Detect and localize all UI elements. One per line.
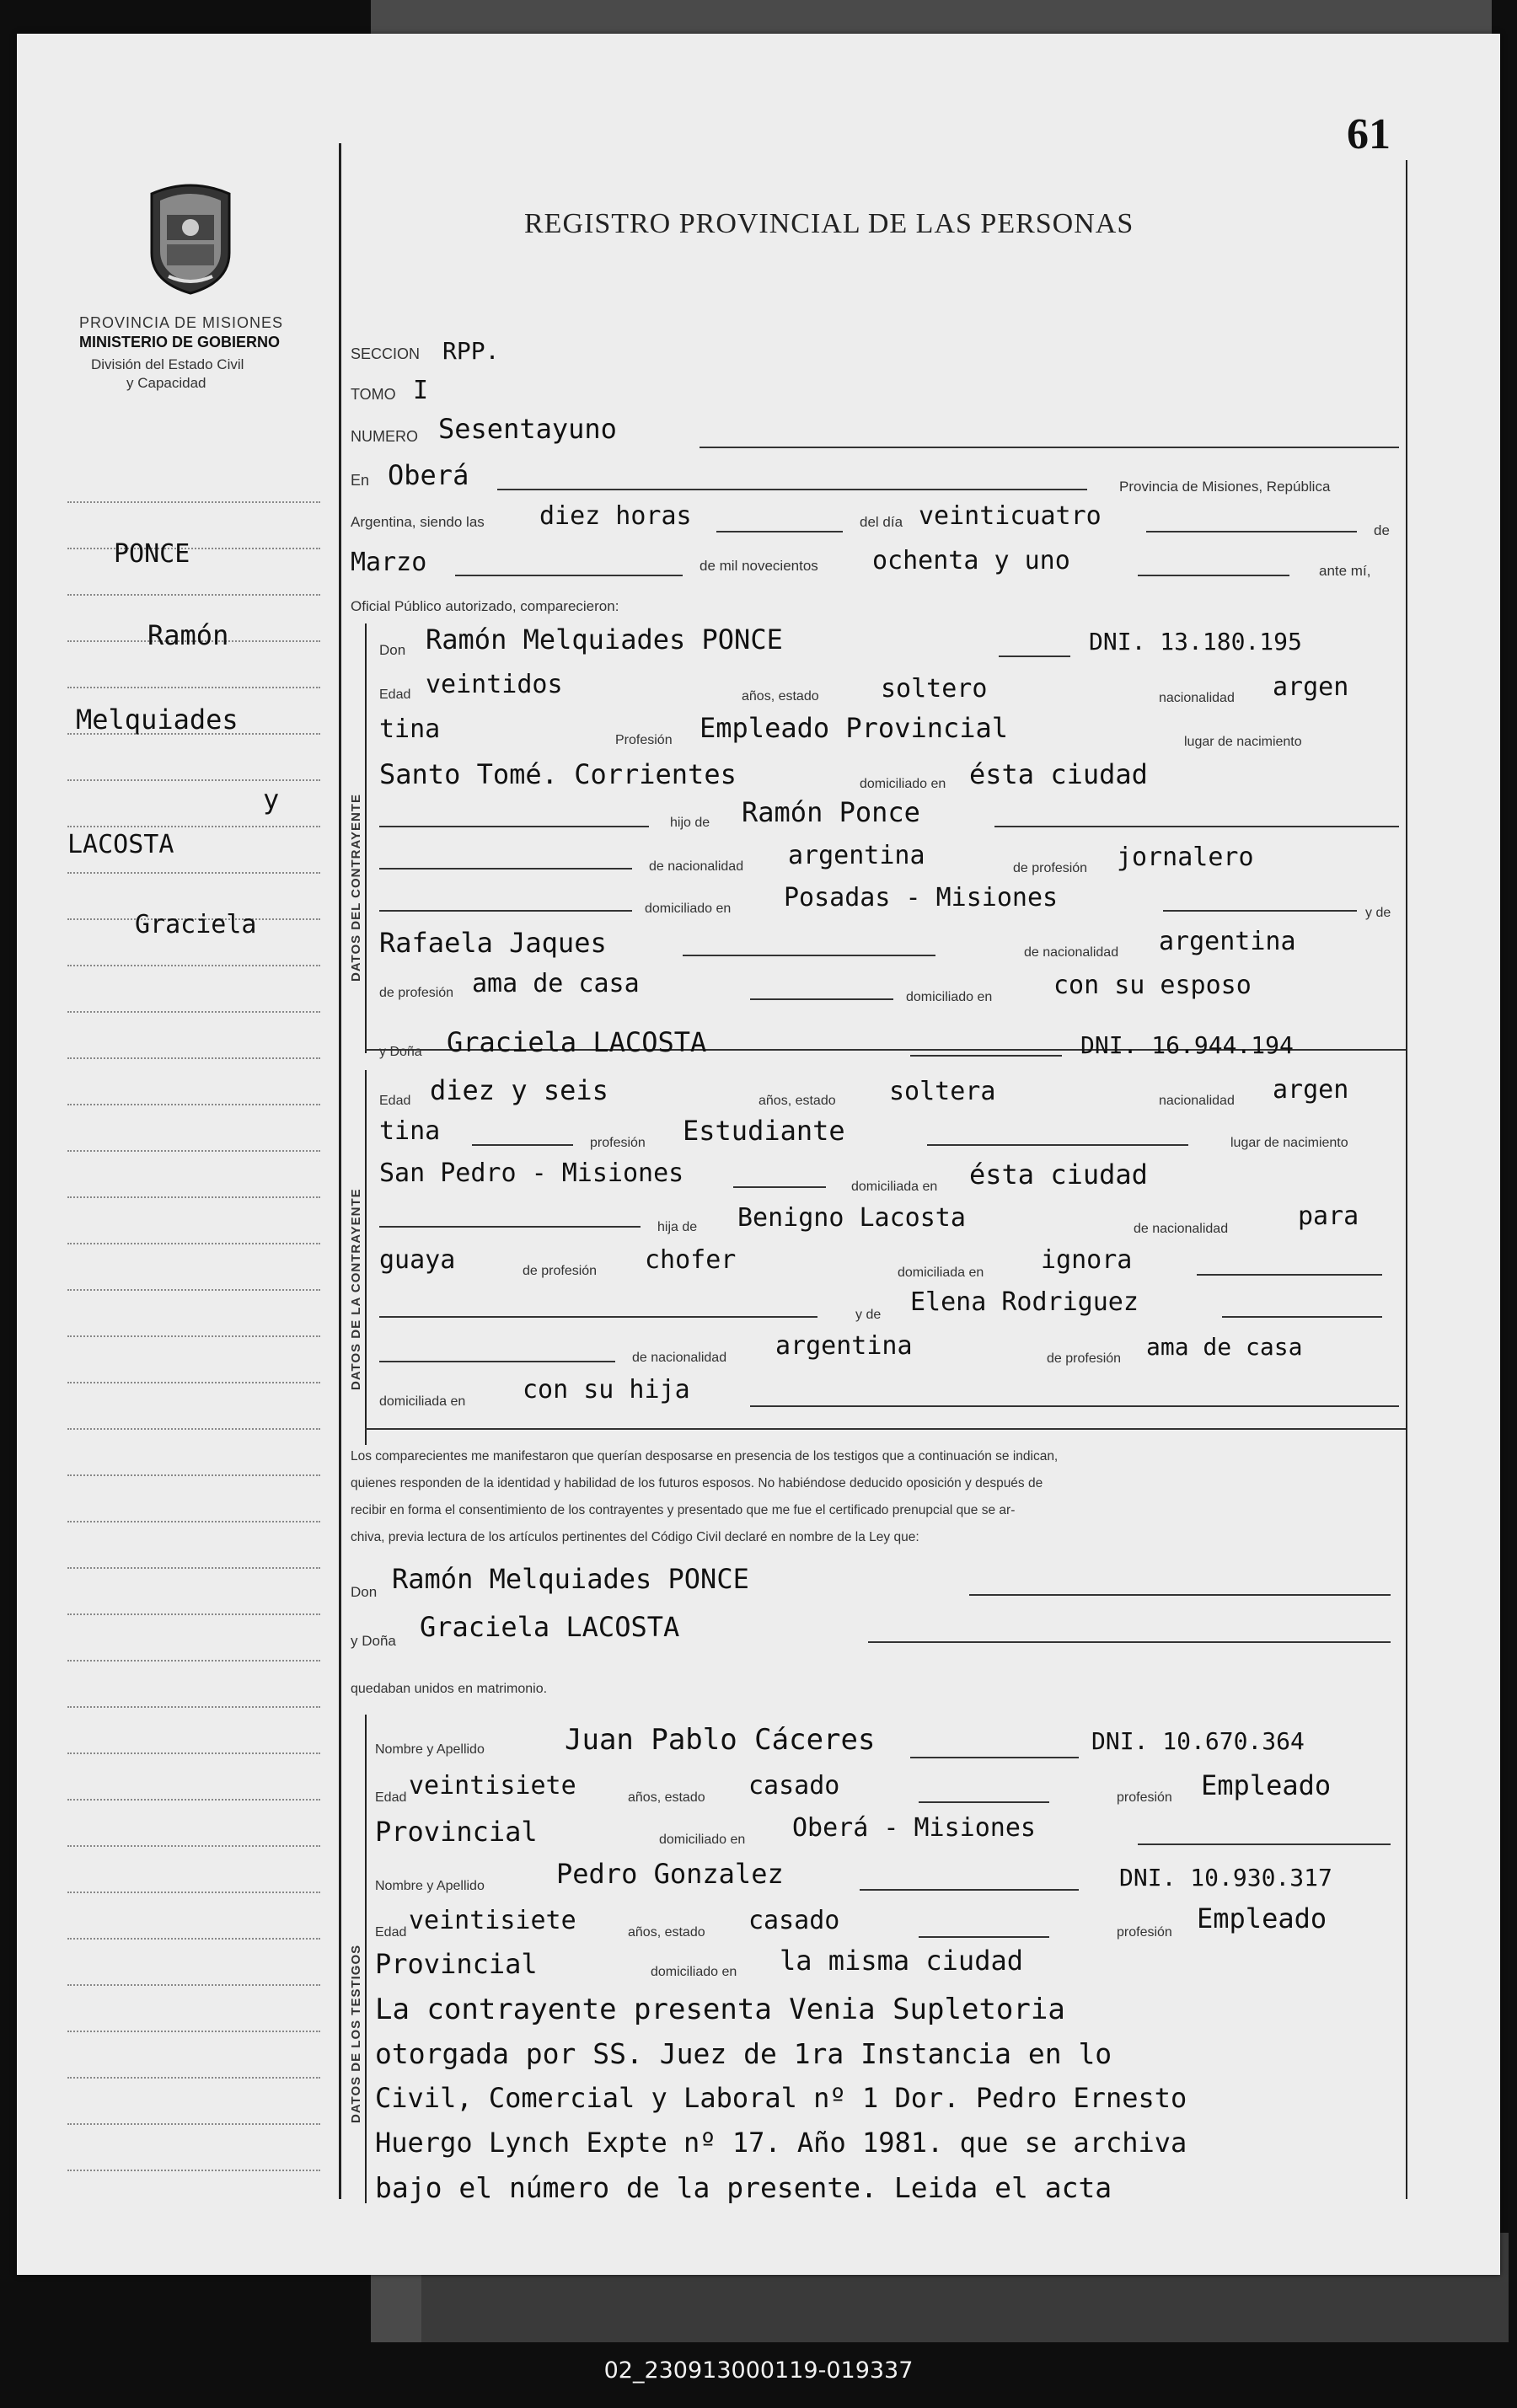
note-line-5: bajo el número de la presente. Leida el acta	[375, 2171, 1112, 2204]
mes-value: Marzo	[351, 548, 427, 577]
domic-value: ésta ciudad	[969, 758, 1148, 790]
lugar-value: Santo Tomé. Corrientes	[379, 758, 737, 790]
margin-dotted-line	[67, 548, 320, 549]
note-line-1: La contrayente presenta Venia Supletoria	[375, 1993, 1065, 2026]
madre2-nac-line-left	[379, 1361, 615, 1362]
padre-value: Ramón Ponce	[742, 796, 920, 828]
provincia-text: Provincia de Misiones, República	[1119, 479, 1331, 495]
don-dni: DNI. 13.180.195	[1089, 628, 1302, 656]
footer-code: 02_230913000119-019337	[603, 2357, 914, 2384]
domic2-value: ésta ciudad	[969, 1159, 1148, 1191]
lugar2-value: San Pedro - Misiones	[379, 1159, 684, 1188]
seccion-value: RPP.	[442, 337, 500, 365]
padre-prof-label: de profesión	[1013, 861, 1088, 875]
padre2-domic-value: ignora	[1041, 1245, 1133, 1275]
madre2-line	[1222, 1316, 1382, 1318]
de-mil-label: de mil novecientos	[700, 558, 818, 574]
contrayente2-bottom-rule	[365, 1428, 1406, 1430]
declaration-line-4: chiva, previa lectura de los artículos pertinentes del Código Civil declaré en nombre de la Ley que:	[351, 1530, 919, 1544]
anio-value: ochenta y uno	[872, 546, 1070, 575]
margin-dotted-line	[67, 1845, 320, 1847]
union-don-label: Don	[351, 1584, 378, 1600]
padre-line	[994, 826, 1399, 827]
contrayente-side-label: DATOS DEL CONTRAYENTE	[349, 794, 363, 982]
en-line	[497, 489, 1087, 490]
union-don-value: Ramón Melquiades PONCE	[392, 1563, 749, 1595]
testigo1-estado-line	[919, 1801, 1049, 1803]
madre2-prof-value: ama de casa	[1146, 1333, 1303, 1361]
margin-rule	[339, 143, 341, 2199]
margin-dotted-line	[67, 1799, 320, 1801]
testigo1-name-line	[910, 1757, 1079, 1758]
testigo2-label: Nombre y Apellido	[375, 1879, 485, 1893]
de-label: de	[1374, 522, 1390, 538]
oficial-text: Oficial Público autorizado, comparecieron:	[351, 598, 619, 614]
margin-dotted-line	[67, 1892, 320, 1893]
margin-dotted-line	[67, 1474, 320, 1476]
nac-label: nacionalidad	[1159, 691, 1235, 705]
margin-dotted-line	[67, 872, 320, 874]
don-value: Ramón Melquiades PONCE	[426, 623, 783, 656]
testigo1-estado: casado	[748, 1771, 840, 1801]
margin-dotted-line	[67, 594, 320, 596]
edad-value: veintidos	[426, 670, 563, 699]
testigo2-prof-1: Empleado	[1197, 1902, 1327, 1934]
madre2-domic-value: con su hija	[523, 1375, 690, 1405]
margin-dotted-line	[67, 1984, 320, 1986]
testigo1-label: Nombre y Apellido	[375, 1742, 485, 1757]
margin-surname-ponce: PONCE	[114, 539, 190, 569]
prof-label: Profesión	[615, 733, 673, 747]
testigo2-domic-label: domiciliado en	[651, 1965, 737, 1979]
testigos-side-label: DATOS DE LOS TESTIGOS	[349, 1944, 363, 2123]
madre-prof-label: de profesión	[379, 986, 454, 1000]
testigo1-prof-label: profesión	[1117, 1790, 1172, 1805]
union-unidos-text: quedaban unidos en matrimonio.	[351, 1682, 548, 1696]
margin-dotted-line	[67, 1567, 320, 1569]
hija-label: hija de	[657, 1220, 698, 1234]
margin-dotted-line	[67, 1011, 320, 1013]
testigo2-prof-2: Provincial	[375, 1948, 538, 1980]
note-line-3: Civil, Comercial y Laboral nº 1 Dor. Pedro Ernesto	[375, 2082, 1187, 2114]
margin-name-melquiades: Melquiades	[76, 704, 239, 736]
margin-dotted-line	[67, 1613, 320, 1615]
madre2-nac-value: argentina	[775, 1331, 913, 1361]
numero-label: NUMERO	[351, 428, 418, 445]
del-dia-label: del día	[860, 514, 903, 530]
lugar2-label: lugar de nacimiento	[1230, 1136, 1348, 1150]
dona-label: y Doña	[379, 1045, 422, 1059]
margin-dotted-line	[67, 1706, 320, 1708]
margin-dotted-line	[67, 1335, 320, 1337]
page-title: REGISTRO PROVINCIAL DE LAS PERSONAS	[524, 208, 1134, 239]
margin-dotted-line	[67, 501, 320, 503]
right-rule	[1406, 160, 1407, 2199]
estado2-value: soltera	[889, 1077, 996, 1106]
ante-mi-text: ante mí,	[1319, 563, 1371, 579]
margin-dotted-line	[67, 1428, 320, 1430]
division-line-2: y Capacidad	[126, 375, 206, 391]
margin-dotted-line	[67, 1938, 320, 1940]
lugar-label: lugar de nacimiento	[1184, 735, 1302, 749]
y-de2-line-left	[379, 1316, 817, 1318]
testigo2-dni: DNI. 10.930.317	[1119, 1864, 1332, 1892]
prof-value: Empleado Provincial	[700, 712, 1009, 744]
padre-prof-value: jornalero	[1117, 843, 1254, 872]
domic2-label: domiciliada en	[851, 1180, 938, 1194]
union-dona-label: y Doña	[351, 1633, 396, 1649]
domic-label: domiciliado en	[860, 777, 946, 791]
tomo-label: TOMO	[351, 386, 396, 403]
margin-dotted-line	[67, 1752, 320, 1754]
nac-value-2: tina	[379, 714, 441, 744]
edad2-label: Edad	[379, 1094, 411, 1108]
margin-dotted-line	[67, 687, 320, 688]
margin-conjunction: y	[263, 784, 280, 816]
declaration-line-2: quienes responden de la identidad y habilidad de los futuros esposos. No habiéndose deducido oposición y después de	[351, 1476, 1043, 1490]
union-don-line	[969, 1594, 1391, 1596]
tomo-value: I	[413, 376, 429, 405]
margin-surname-lacosta: LACOSTA	[67, 830, 174, 859]
testigo1-edad: veintisiete	[409, 1771, 576, 1801]
argentina-text: Argentina, siendo las	[351, 514, 485, 530]
dia-line	[1146, 531, 1357, 532]
estado-value: soltero	[881, 674, 988, 704]
union-dona-value: Graciela LACOSTA	[420, 1611, 680, 1643]
madre2-domic-label: domiciliada en	[379, 1394, 466, 1409]
don-label: Don	[379, 642, 406, 658]
hija-line-left	[379, 1226, 641, 1228]
dona-value: Graciela LACOSTA	[447, 1026, 707, 1058]
testigo1-domic: Oberá - Misiones	[792, 1813, 1036, 1843]
prof2-label: profesión	[590, 1136, 646, 1150]
division-line-1: División del Estado Civil	[91, 356, 244, 372]
margin-dotted-line	[67, 1196, 320, 1198]
testigo1-estado-label: años, estado	[628, 1790, 705, 1805]
padre-domic-value: Posadas - Misiones	[784, 883, 1059, 912]
testigo2-estado-label: años, estado	[628, 1925, 705, 1940]
declaration-line-3: recibir en forma el consentimiento de los contrayentes y presentado que me fue el certificado prenupcial que se ar-	[351, 1503, 1016, 1517]
madre-nac-value: argentina	[1159, 927, 1296, 956]
y-de-label: y de	[1365, 906, 1391, 920]
nac2-value-2: tina	[379, 1116, 441, 1146]
margin-dotted-line	[67, 1289, 320, 1291]
y-de2-label: y de	[855, 1308, 882, 1322]
margin-dotted-line	[67, 1057, 320, 1059]
estado-label: años, estado	[742, 689, 819, 704]
contrayente-bracket	[365, 623, 367, 1053]
contrayente2-bracket	[365, 1070, 367, 1445]
testigo2-domic: la misma ciudad	[780, 1945, 1023, 1977]
margin-dotted-line	[67, 1150, 320, 1152]
en-label: En	[351, 472, 370, 489]
testigo1-prof-2: Provincial	[375, 1816, 538, 1848]
testigo2-name: Pedro Gonzalez	[556, 1858, 784, 1890]
testigos-bracket	[365, 1715, 367, 2203]
nac-value-1: argen	[1273, 672, 1349, 702]
padre-nac-line-left	[379, 868, 632, 870]
provincial-seal-icon	[143, 177, 238, 295]
testigo2-edad-label: Edad	[375, 1925, 407, 1940]
margin-dotted-line	[67, 1104, 320, 1105]
margin-dotted-line	[67, 2123, 320, 2125]
madre2-nac-label: de nacionalidad	[632, 1351, 727, 1365]
margin-name-ramon: Ramón	[147, 619, 229, 651]
note-line-2: otorgada por SS. Juez de 1ra Instancia en lo	[375, 2037, 1112, 2070]
madre2-domic-line	[750, 1405, 1399, 1407]
madre2-value: Elena Rodriguez	[910, 1287, 1139, 1317]
margin-dotted-line	[67, 965, 320, 966]
padre2-nac-value-1: para	[1298, 1201, 1359, 1231]
madre2-prof-label: de profesión	[1047, 1351, 1122, 1366]
testigo1-dni: DNI. 10.670.364	[1091, 1727, 1305, 1755]
edad-label: Edad	[379, 688, 411, 702]
margin-dotted-line	[67, 1521, 320, 1522]
padre2-value: Benigno Lacosta	[737, 1203, 966, 1233]
testigo1-prof-1: Empleado	[1201, 1769, 1332, 1801]
prof2-value: Estudiante	[683, 1115, 845, 1147]
madre-value: Rafaela Jaques	[379, 927, 607, 959]
padre2-nac-label: de nacionalidad	[1134, 1222, 1229, 1236]
padre-domic-label: domiciliado en	[645, 902, 732, 916]
madre-prof-line	[750, 998, 893, 1000]
don-line	[999, 656, 1070, 657]
hijo-label: hijo de	[670, 816, 710, 830]
dona-dni: DNI. 16.944.194	[1080, 1031, 1294, 1059]
testigo2-name-line	[860, 1889, 1079, 1891]
register-page	[17, 34, 1500, 2275]
nac2-label: nacionalidad	[1159, 1094, 1235, 1108]
padre-nac-label: de nacionalidad	[649, 859, 744, 874]
testigo1-edad-label: Edad	[375, 1790, 407, 1805]
testigo1-domic-label: domiciliado en	[659, 1833, 746, 1847]
padre-domic-line-left	[379, 910, 632, 912]
margin-dotted-line	[67, 826, 320, 827]
padre2-nac-value-2: guaya	[379, 1245, 456, 1275]
horas-line	[716, 531, 843, 532]
ministry-name: MINISTERIO DE GOBIERNO	[79, 334, 281, 350]
estado2-label: años, estado	[758, 1094, 836, 1108]
margin-dotted-line	[67, 1382, 320, 1383]
padre2-domic-line	[1197, 1274, 1382, 1276]
margin-dotted-line	[67, 1243, 320, 1244]
testigo2-edad: veintisiete	[409, 1906, 576, 1935]
lugar2-line	[733, 1186, 826, 1188]
dona-line	[910, 1055, 1062, 1057]
note-line-4: Huergo Lynch Expte nº 17. Año 1981. que se archiva	[375, 2127, 1187, 2159]
horas-value: diez horas	[539, 501, 692, 531]
declaration-line-1: Los comparecientes me manifestaron que querían desposarse en presencia de los testigos que a continuación se indican,	[351, 1449, 1059, 1464]
margin-name-graciela: Graciela	[135, 910, 257, 939]
prof2-line	[927, 1144, 1188, 1146]
margin-dotted-line	[67, 2077, 320, 2079]
union-dona-line	[868, 1641, 1391, 1643]
testigo1-domic-line	[1138, 1843, 1391, 1845]
madre-prof-value: ama de casa	[472, 969, 640, 998]
padre-domic-line	[1163, 910, 1357, 912]
testigo2-estado: casado	[748, 1906, 840, 1935]
padre2-prof-value: chofer	[645, 1245, 737, 1275]
numero-value: Sesentayuno	[438, 413, 617, 445]
madre-line	[683, 955, 935, 956]
padre2-prof-label: de profesión	[523, 1264, 598, 1278]
contrayente2-side-label: DATOS DE LA CONTRAYENTE	[349, 1188, 363, 1390]
mes-line	[455, 575, 683, 576]
testigo1-name: Juan Pablo Cáceres	[565, 1723, 876, 1757]
margin-dotted-line	[67, 1660, 320, 1662]
testigo2-prof-label: profesión	[1117, 1925, 1172, 1940]
page-number: 61	[1347, 110, 1391, 158]
margin-dotted-line	[67, 779, 320, 781]
en-value: Oberá	[388, 459, 469, 491]
madre-nac-label: de nacionalidad	[1024, 945, 1119, 960]
province-name: PROVINCIA DE MISIONES	[79, 314, 284, 331]
testigo2-estado-line	[919, 1936, 1049, 1938]
edad2-value: diez y seis	[430, 1074, 608, 1106]
hijo-line-left	[379, 826, 649, 827]
nac2-line	[472, 1144, 573, 1146]
madre-domic-value: con su esposo	[1053, 971, 1252, 1000]
margin-dotted-line	[67, 2031, 320, 2032]
nac2-value-1: argen	[1273, 1075, 1349, 1105]
anio-line	[1138, 575, 1289, 576]
padre-nac-value: argentina	[788, 841, 925, 870]
padre2-domic-label: domiciliada en	[898, 1266, 984, 1280]
dia-value: veinticuatro	[919, 501, 1102, 531]
numero-line	[700, 447, 1399, 448]
madre-domic-label: domiciliado en	[906, 990, 993, 1004]
margin-dotted-line	[67, 2170, 320, 2171]
seccion-label: SECCION	[351, 345, 421, 362]
